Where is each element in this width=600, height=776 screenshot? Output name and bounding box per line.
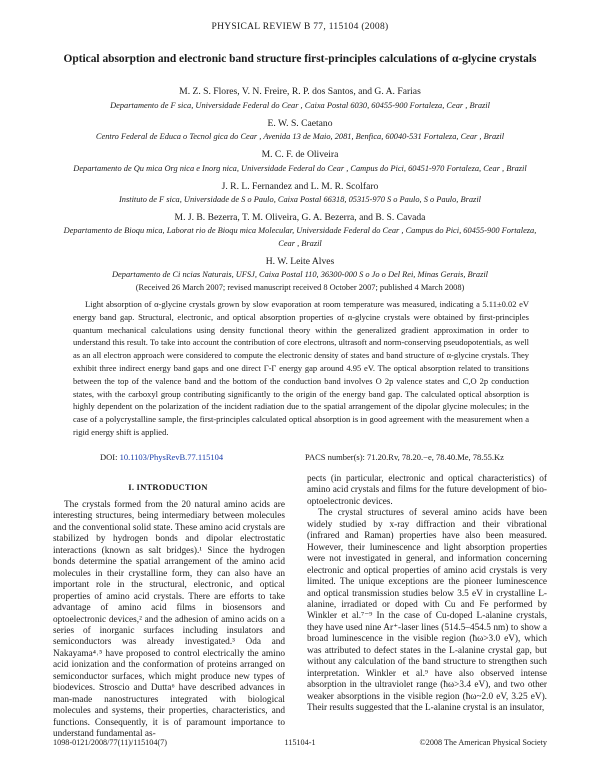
author-list: M. J. B. Bezerra, T. M. Oliveira, G. A. Bezerra, and B. S. Cavada (174, 212, 426, 223)
abstract: Light absorption of α-glycine crystals grown by slow evaporation at room temperature was measured, indicating a 5.11±0.02 eV energy band gap. Structural, electronic, and optical absorption properties of α-glycine crystals were obtained by first-principles quantum mechanical calculations using density functional theory within the generalized gradient approximation in order to understand this result. To take into account the contribution of core electrons, ultrasoft and norm-conserving pseudopotentials, as well as an all electron approach were considered to compute the electronic density of states and band structure of α-glycine crystals. They exhibit three indirect energy band gaps and one direct Γ-Γ energy gap around 4.95 eV. The optical absorption related to transitions between the top of the valence band and the bottom of the conduction band involves O 2p valence states and C,O 2p conduction states, with the carboxyl group contributing significantly to the origin of the energy band gap. The calculated optical absorption is highly dependent on the polarization of the incident radiation due to the spatial arrangement of the dipolar glycine molecules; in the case of a polycrystalline sample, the first-principles calculated optical absorption is in good agreement with the measurement when a rigid energy shift is applied. (73, 299, 529, 437)
running-head: PHYSICAL REVIEW B 77, 115104 (2008) (211, 22, 389, 32)
author-list: E. W. S. Caetano (267, 118, 333, 129)
body-paragraph: The crystal structures of several amino acids have been widely studied by x-ray diffraction and their vibrational (infrared and Raman) properties have also been measured. However, their luminescence and light absorption properties were not investigated in general, and information concerning electronic and optical properties of amino acid crystals is very limited. The unique exceptions are the pioneer luminescence and optical transmission studies below 3.5 eV in crystalline L-alanine, irradiated or doped with Cu and Fe performed by Winkler et al.⁷⁻⁹ In the case of Cu-doped L-alanine crystals, they have used nine Ar⁺-laser lines (514.5–454.5 nm) to show a broad luminescence in the visible region (ħω>3.0 eV), which was attributed to defect states in the L-alanine crystal gap, but without any calculation of the band structure to strengthen such interpretation. Winkler et al.⁹ have also observed intense absorption in the ultraviolet range (ħω>3.4 eV), and two other weaker absorptions in the visible region (ħω~2.0 eV, 3.25 eV). Their results suggested that the L-alanine crystal is an insulator, (307, 508, 547, 714)
author-list: H. W. Leite Alves (265, 256, 335, 267)
footer-copyright: ©2008 The American Physical Society (419, 738, 547, 747)
affiliation: Centro Federal de Educa o Tecnol gica do Cear , Avenida 13 de Maio, 2081, Benfica, 60040-531 Fortaleza, Cear , Brazil (95, 132, 505, 141)
received-dates: (Received 26 March 2007; revised manuscript received 8 October 2007; published 4 March 2008) (135, 283, 465, 292)
author-list: M. C. F. de Oliveira (261, 149, 339, 160)
doi-line (100, 452, 223, 462)
affiliation: Departamento de Ci ncias Naturais, UFSJ, Caixa Postal 110, 36300-000 S o Jo o Del Rei, Minas Gerais, Brazil (112, 270, 488, 279)
doi-label: DOI: (100, 452, 118, 462)
affiliation: Departamento de F sica, Universidade Federal do Cear , Caixa Postal 6030, 60455-900 Fortaleza, Cear , Brazil (110, 101, 490, 110)
paper-title: Optical absorption and electronic band structure first-principles calculations of α-glycine crystals (63, 53, 537, 65)
doi-link[interactable]: 10.1103/PhysRevB.77.115104 (119, 452, 224, 462)
affiliation: Departamento de Qu mica Org nica e Inorg nica, Universidade Federal do Cear , Campus do Pici, 60451-970 Fortaleza, Cear , Brazil (73, 164, 527, 173)
affiliation: Instituto de F sica, Universidade de S o Paulo, Caixa Postal 66318, 05315-970 S o Paulo, S o Paulo, Brazil (119, 195, 481, 204)
body-paragraph: The crystals formed from the 20 natural amino acids are interesting structures, being intermediary between molecules and the conventional solid state. These amino acid crystals are stabilized by hydrogen bonds and dipolar electrostatic interactions (known as salt bridges).¹ Since the hydrogen bonds determine the spatial arrangement of the amino acid molecules in their crystalline form, they can also have an important role in the structural, electronic, and optical properties of amino acid crystals. There are efforts to take advantage of amino acid films in biosensors and optoelectronic devices,² and the adhesion of amino acids on a series of inorganic surfaces including insulators and semiconductors was already investigated.³ Oda and Nakayama⁴˒⁵ have proposed to control electrically the amino acid ionization and the conformation of proteins arranged on semiconductor surfaces, which might produce new types of biodevices. Stroscio and Dutta⁶ have described advances in man-made nanostructures integrated with biological molecules and systems, their properties, characteristics, and functions. Consequently, it is of paramount importance to understand fundamental as- (53, 500, 285, 740)
author-list: J. R. L. Fernandez and L. M. R. Scolfaro (221, 181, 379, 192)
body-paragraph: pects (in particular, electronic and optical characteristics) of amino acid crystals and films for the future development of bio-optoelectronic devices. (307, 474, 547, 507)
section-heading: I. INTRODUCTION (128, 482, 208, 492)
affiliation: Departamento de Bioqu mica, Laborat rio de Bioqu mica Molecular, Universidade Federal do Cear , Campus do Pici, 60455-900 Fortaleza, Cear , Brazil (63, 226, 537, 248)
right-column (307, 474, 547, 715)
left-column (53, 500, 285, 741)
author-list: M. Z. S. Flores, V. N. Freire, R. P. dos Santos, and G. A. Farias (179, 86, 421, 97)
footer-page-number: 115104-1 (284, 738, 316, 747)
footer-issn: 1098-0121/2008/77(11)/115104(7) (53, 738, 168, 747)
pacs-numbers: PACS number(s): 71.20.Rv, 78.20.−e, 78.40.Me, 78.55.Kz (305, 452, 504, 462)
